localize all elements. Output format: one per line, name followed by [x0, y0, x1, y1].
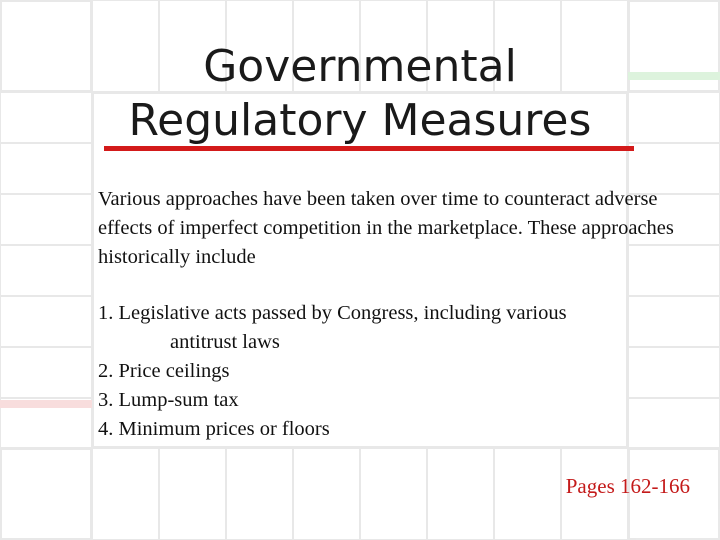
intro-paragraph: Various approaches have been taken over time to counteract adverse effects of imperfect competition in the marketplace. These approaches historically include — [98, 188, 674, 268]
list-item-label: 3. Lump-sum tax — [98, 389, 239, 411]
title-line-2: Regulatory Measures — [128, 95, 592, 146]
list-item-label: 4. Minimum prices or floors — [98, 418, 330, 440]
list-item — [98, 386, 698, 415]
page-reference: Pages 162-166 — [565, 474, 690, 498]
list-item — [98, 299, 698, 357]
approaches-list — [98, 299, 698, 444]
title-underline — [104, 146, 634, 151]
list-item-label: 1. Legislative acts passed by Congress, including various — [98, 302, 567, 324]
slide-title — [60, 40, 660, 148]
title-line-1: Governmental — [203, 41, 517, 92]
list-item — [98, 357, 698, 386]
list-item — [98, 415, 698, 444]
list-item-label: 2. Price ceilings — [98, 360, 230, 382]
list-item-continuation: antitrust laws — [170, 331, 280, 353]
